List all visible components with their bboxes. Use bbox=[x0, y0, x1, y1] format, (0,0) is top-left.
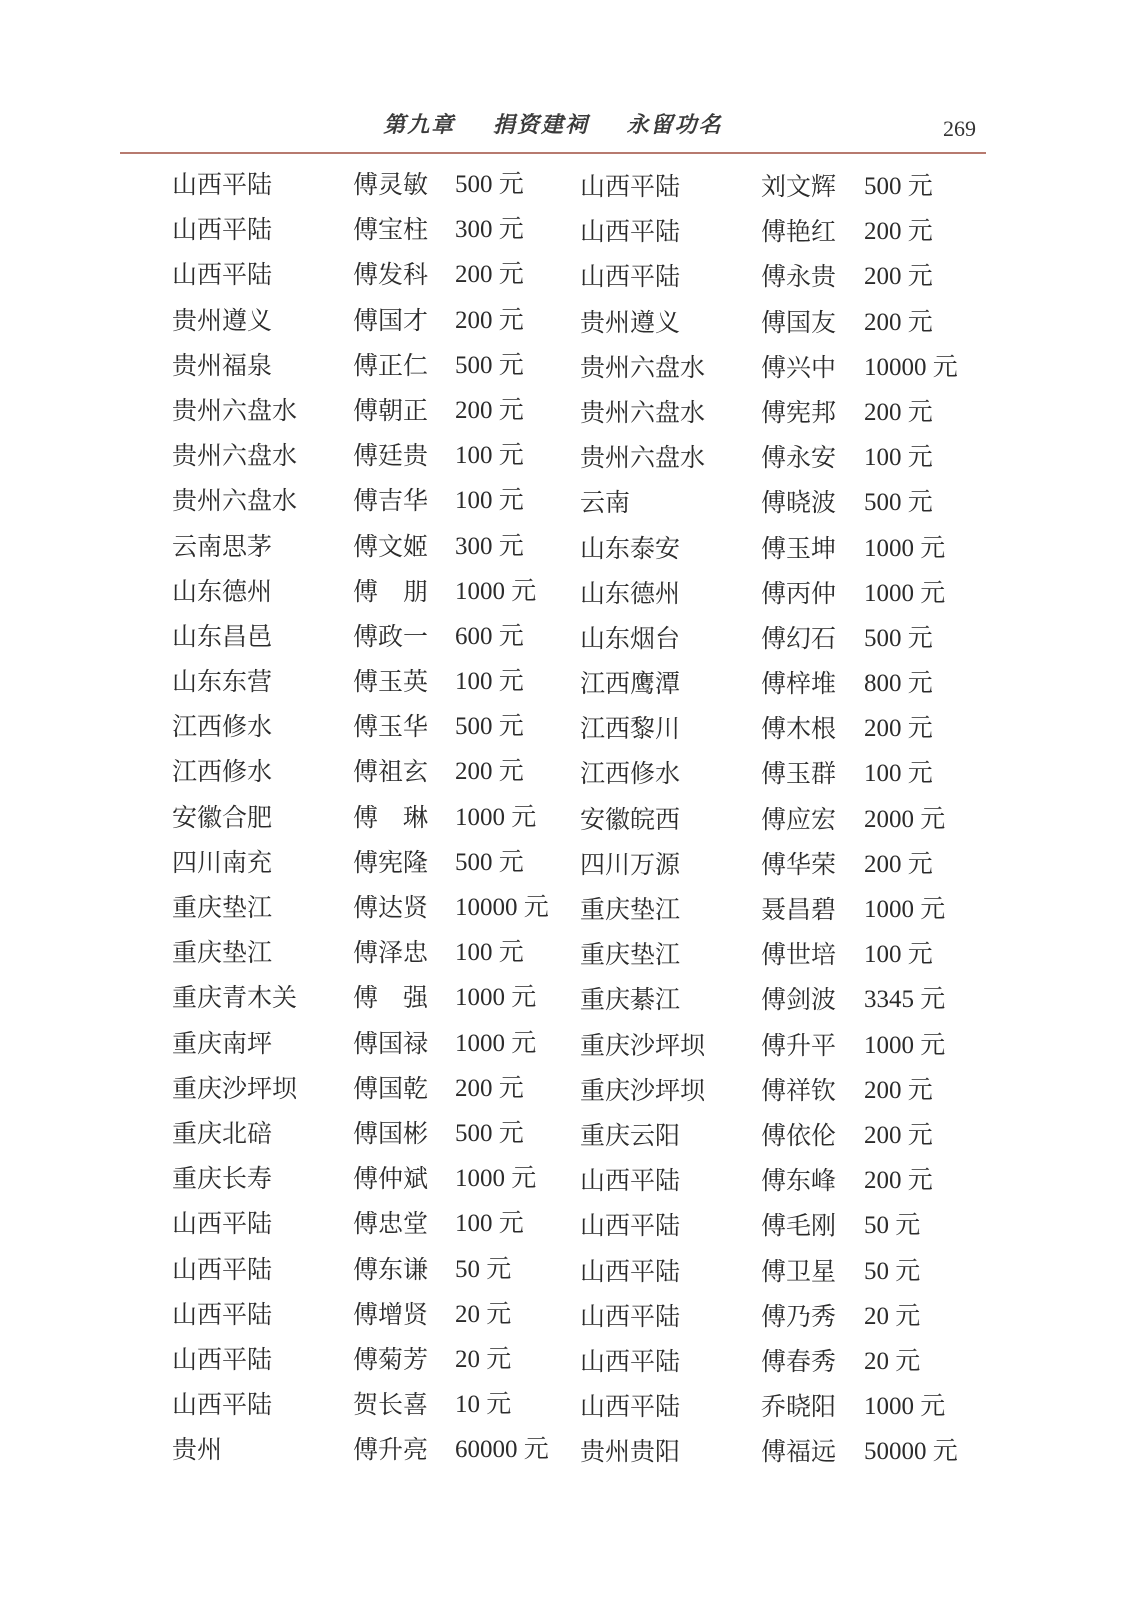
donor-name: 傅吉华 bbox=[353, 486, 429, 516]
donor-amount: 100 元 bbox=[864, 941, 933, 969]
donor-place: 山西平陆 bbox=[172, 170, 273, 199]
donor-place: 山西平陆 bbox=[172, 1344, 273, 1374]
donor-name: 傅仲斌 bbox=[353, 1164, 429, 1194]
donor-amount: 1000 元 bbox=[864, 579, 946, 607]
donor-amount: 10000 元 bbox=[455, 894, 549, 921]
donor-amount: 200 元 bbox=[455, 261, 524, 289]
donor-name: 傅祖玄 bbox=[353, 757, 429, 787]
donor-place: 重庆綦江 bbox=[580, 985, 681, 1015]
donor-place: 重庆南坪 bbox=[172, 1028, 273, 1058]
donor-name: 傅升平 bbox=[761, 1030, 837, 1060]
donor-amount: 100 元 bbox=[455, 487, 524, 515]
donor-place: 重庆云阳 bbox=[580, 1120, 681, 1150]
donor-amount: 200 元 bbox=[864, 263, 933, 291]
donor-place: 山东德州 bbox=[172, 576, 273, 606]
donor-name: 傅国彬 bbox=[353, 1118, 429, 1148]
donor-place: 江西修水 bbox=[580, 759, 681, 789]
motto-label: 永留功名 bbox=[626, 113, 723, 138]
donor-amount: 1000 元 bbox=[455, 577, 537, 605]
donor-amount: 1000 元 bbox=[455, 984, 537, 1012]
donor-amount: 200 元 bbox=[864, 398, 933, 426]
donor-amount: 500 元 bbox=[864, 624, 933, 652]
donor-amount: 200 元 bbox=[455, 1074, 524, 1102]
donor-place: 安徽合肥 bbox=[172, 802, 273, 832]
donor-name: 傅永贵 bbox=[761, 262, 837, 292]
donor-amount: 100 元 bbox=[455, 1210, 524, 1238]
donor-amount: 50000 元 bbox=[864, 1438, 958, 1466]
donor-name: 傅灵敏 bbox=[353, 170, 429, 199]
donor-place: 重庆沙坪坝 bbox=[580, 1030, 706, 1060]
donor-row bbox=[0, 1343, 1131, 1388]
donor-place: 四川万源 bbox=[580, 849, 681, 879]
donor-place: 重庆沙坪坝 bbox=[580, 1075, 706, 1105]
donor-place: 贵州遵义 bbox=[580, 307, 681, 337]
donor-place: 重庆垫江 bbox=[172, 893, 273, 922]
donor-row bbox=[0, 981, 1131, 1026]
donor-amount: 600 元 bbox=[455, 622, 524, 650]
donor-amount: 100 元 bbox=[864, 444, 933, 472]
donor-name: 傅东谦 bbox=[353, 1254, 429, 1284]
donor-name: 傅玉英 bbox=[353, 667, 429, 697]
donor-place: 山西平陆 bbox=[172, 1254, 273, 1284]
donor-name: 乔晓阳 bbox=[761, 1392, 837, 1422]
section-label: 捐资建祠 bbox=[492, 113, 589, 138]
donor-name: 傅 强 bbox=[353, 983, 429, 1013]
donor-place: 山西平陆 bbox=[172, 260, 273, 290]
donor-row bbox=[0, 755, 1131, 800]
donor-amount: 500 元 bbox=[455, 351, 524, 379]
donor-name: 傅福远 bbox=[761, 1437, 837, 1467]
donor-place: 安徽皖西 bbox=[580, 804, 681, 834]
donor-place: 贵州六盘水 bbox=[580, 352, 706, 382]
donor-amount: 300 元 bbox=[455, 532, 524, 560]
donor-amount: 500 元 bbox=[864, 173, 933, 200]
donor-place: 云南 bbox=[580, 488, 631, 518]
donor-name: 傅春秀 bbox=[761, 1346, 837, 1376]
donor-row bbox=[0, 936, 1131, 981]
donor-row bbox=[0, 258, 1131, 303]
donor-name: 傅世培 bbox=[761, 940, 837, 970]
donor-amount: 200 元 bbox=[455, 396, 524, 424]
donor-amount: 50 元 bbox=[455, 1255, 512, 1283]
donor-name: 傅剑波 bbox=[761, 985, 837, 1015]
donor-name: 傅东峰 bbox=[761, 1166, 837, 1196]
donor-name: 傅朝正 bbox=[353, 395, 429, 425]
donor-name: 傅玉坤 bbox=[761, 533, 837, 563]
donor-row bbox=[0, 575, 1131, 620]
donor-amount: 1000 元 bbox=[455, 1165, 537, 1193]
donor-amount: 1000 元 bbox=[864, 534, 946, 562]
donor-place: 贵州六盘水 bbox=[580, 443, 706, 473]
donor-place: 重庆青木关 bbox=[172, 983, 298, 1013]
donor-place: 山西平陆 bbox=[172, 1390, 273, 1420]
donor-place: 重庆北碚 bbox=[172, 1118, 273, 1148]
donor-place: 云南思茅 bbox=[172, 531, 273, 561]
donor-name: 傅升亮 bbox=[353, 1435, 429, 1465]
donor-place: 四川南充 bbox=[172, 847, 273, 877]
donor-name: 傅国禄 bbox=[353, 1028, 429, 1058]
donor-name: 傅祥钦 bbox=[761, 1075, 837, 1105]
donor-place: 重庆垫江 bbox=[580, 940, 681, 970]
donor-row bbox=[0, 891, 1131, 936]
donor-name: 傅 朋 bbox=[353, 576, 429, 606]
donor-name: 贺长喜 bbox=[353, 1390, 429, 1420]
donor-amount: 100 元 bbox=[864, 760, 933, 788]
donor-place: 重庆长寿 bbox=[172, 1164, 273, 1194]
donor-place: 山西平陆 bbox=[580, 172, 681, 201]
donor-row bbox=[0, 1207, 1131, 1252]
donor-name: 傅毛刚 bbox=[761, 1211, 837, 1241]
donor-place: 贵州遵义 bbox=[172, 305, 273, 335]
donor-row bbox=[0, 394, 1131, 439]
donor-name: 傅应宏 bbox=[761, 804, 837, 834]
donor-amount: 200 元 bbox=[864, 308, 933, 336]
donor-name: 聂昌碧 bbox=[761, 895, 837, 924]
donor-name: 傅永安 bbox=[761, 443, 837, 473]
donor-row bbox=[0, 1117, 1131, 1162]
donor-amount: 500 元 bbox=[455, 848, 524, 876]
donor-amount: 60000 元 bbox=[455, 1436, 549, 1464]
donor-place: 重庆垫江 bbox=[172, 938, 273, 968]
donor-amount: 1000 元 bbox=[455, 1029, 537, 1057]
donor-amount: 200 元 bbox=[455, 758, 524, 786]
donor-row bbox=[0, 304, 1131, 349]
donor-amount: 20 元 bbox=[864, 1302, 921, 1330]
donor-place: 重庆沙坪坝 bbox=[172, 1073, 298, 1103]
donor-place: 山西平陆 bbox=[580, 262, 681, 292]
donor-amount: 100 元 bbox=[455, 668, 524, 696]
donor-place: 江西修水 bbox=[172, 757, 273, 787]
donor-place: 山东昌邑 bbox=[172, 621, 273, 651]
donor-amount: 50 元 bbox=[864, 1257, 921, 1285]
running-title bbox=[120, 108, 986, 139]
donor-place: 山东烟台 bbox=[580, 623, 681, 653]
donor-name: 傅菊芳 bbox=[353, 1344, 429, 1374]
donor-name: 傅木根 bbox=[761, 714, 837, 744]
donor-row bbox=[0, 530, 1131, 575]
donor-row bbox=[0, 846, 1131, 891]
donor-name: 傅宝柱 bbox=[353, 215, 429, 245]
donor-name: 傅依伦 bbox=[761, 1120, 837, 1150]
donor-name: 傅玉群 bbox=[761, 759, 837, 789]
donor-place: 山西平陆 bbox=[580, 217, 681, 247]
donor-amount: 200 元 bbox=[864, 715, 933, 743]
donor-name: 傅国乾 bbox=[353, 1073, 429, 1103]
donor-place: 江西黎川 bbox=[580, 714, 681, 744]
donor-place: 江西修水 bbox=[172, 712, 273, 742]
donor-amount: 1000 元 bbox=[455, 803, 537, 831]
donor-amount: 200 元 bbox=[864, 1076, 933, 1104]
donor-place: 山西平陆 bbox=[580, 1166, 681, 1196]
donor-name: 傅幻石 bbox=[761, 623, 837, 653]
donor-name: 傅 琳 bbox=[353, 802, 429, 832]
donor-name: 傅玉华 bbox=[353, 712, 429, 742]
donor-name: 傅卫星 bbox=[761, 1256, 837, 1286]
donor-name: 傅华荣 bbox=[761, 849, 837, 879]
donor-name: 傅泽忠 bbox=[353, 938, 429, 968]
donor-name: 傅正仁 bbox=[353, 350, 429, 380]
donor-amount: 1000 元 bbox=[864, 1393, 946, 1421]
donor-name: 傅兴中 bbox=[761, 352, 837, 382]
donor-amount: 1000 元 bbox=[864, 896, 946, 923]
donor-amount: 200 元 bbox=[864, 850, 933, 878]
donor-amount: 200 元 bbox=[864, 1167, 933, 1195]
donor-amount: 200 元 bbox=[455, 306, 524, 334]
donor-amount: 300 元 bbox=[455, 216, 524, 244]
donor-amount: 100 元 bbox=[455, 442, 524, 470]
donor-amount: 2000 元 bbox=[864, 805, 946, 833]
donor-row bbox=[0, 1027, 1131, 1072]
donor-name: 傅梓堆 bbox=[761, 669, 837, 699]
donor-place: 山西平陆 bbox=[580, 1256, 681, 1286]
donor-name: 傅晓波 bbox=[761, 488, 837, 518]
donor-amount: 500 元 bbox=[864, 489, 933, 517]
donor-place: 山西平陆 bbox=[580, 1392, 681, 1422]
page-number: 269 bbox=[943, 116, 976, 141]
donor-place: 重庆垫江 bbox=[580, 895, 681, 924]
donor-amount: 200 元 bbox=[864, 218, 933, 246]
donor-row bbox=[0, 1298, 1131, 1343]
donor-place: 贵州贵阳 bbox=[580, 1437, 681, 1467]
donor-name: 傅增贤 bbox=[353, 1299, 429, 1329]
donor-place: 贵州 bbox=[172, 1435, 223, 1465]
donor-amount: 500 元 bbox=[455, 713, 524, 741]
donor-place: 山东泰安 bbox=[580, 533, 681, 563]
chapter-label: 第九章 bbox=[383, 113, 456, 138]
donor-amount: 50 元 bbox=[864, 1212, 921, 1240]
donor-row bbox=[0, 665, 1131, 710]
donor-name: 傅国友 bbox=[761, 307, 837, 337]
donor-place: 江西鹰潭 bbox=[580, 669, 681, 699]
donor-amount: 500 元 bbox=[455, 1119, 524, 1147]
donor-name: 傅国才 bbox=[353, 305, 429, 335]
donor-amount: 200 元 bbox=[864, 1121, 933, 1149]
donor-place: 山西平陆 bbox=[172, 1209, 273, 1239]
donor-place: 山东东营 bbox=[172, 667, 273, 697]
donor-place: 山西平陆 bbox=[580, 1346, 681, 1376]
donor-row bbox=[0, 710, 1131, 755]
donor-list bbox=[0, 168, 1131, 1478]
donor-name: 傅宪邦 bbox=[761, 397, 837, 427]
donor-place: 山西平陆 bbox=[580, 1211, 681, 1241]
donor-row bbox=[0, 620, 1131, 665]
donor-amount: 20 元 bbox=[864, 1347, 921, 1375]
donor-name: 傅艳红 bbox=[761, 217, 837, 247]
donor-place: 贵州六盘水 bbox=[172, 441, 298, 471]
donor-place: 贵州六盘水 bbox=[580, 397, 706, 427]
donor-amount: 20 元 bbox=[455, 1345, 512, 1373]
donor-name: 傅政一 bbox=[353, 621, 429, 651]
donor-row bbox=[0, 1253, 1131, 1298]
donor-name: 傅发科 bbox=[353, 260, 429, 290]
donor-place: 山西平陆 bbox=[172, 215, 273, 245]
donor-name: 傅廷贵 bbox=[353, 441, 429, 471]
donor-row bbox=[0, 213, 1131, 258]
donor-row bbox=[0, 1388, 1131, 1433]
donor-row bbox=[0, 439, 1131, 484]
donor-row bbox=[0, 1433, 1131, 1478]
donor-amount: 800 元 bbox=[864, 670, 933, 698]
donor-row bbox=[0, 801, 1131, 846]
donor-name: 傅达贤 bbox=[353, 893, 429, 922]
donor-name: 傅忠堂 bbox=[353, 1209, 429, 1239]
donor-row bbox=[0, 1072, 1131, 1117]
donor-amount: 20 元 bbox=[455, 1300, 512, 1328]
donor-row bbox=[0, 349, 1131, 394]
page-header bbox=[120, 104, 986, 154]
donor-name: 刘文辉 bbox=[761, 172, 837, 201]
donor-name: 傅宪隆 bbox=[353, 847, 429, 877]
donor-place: 贵州六盘水 bbox=[172, 486, 298, 516]
donor-place: 山西平陆 bbox=[172, 1299, 273, 1329]
donor-name: 傅丙仲 bbox=[761, 578, 837, 608]
donor-amount: 1000 元 bbox=[864, 1031, 946, 1059]
donor-place: 山东德州 bbox=[580, 578, 681, 608]
donor-row bbox=[0, 484, 1131, 529]
donor-place: 贵州福泉 bbox=[172, 350, 273, 380]
donor-place: 贵州六盘水 bbox=[172, 395, 298, 425]
donor-row bbox=[0, 168, 1131, 213]
donor-amount: 100 元 bbox=[455, 939, 524, 967]
donor-amount: 3345 元 bbox=[864, 986, 946, 1014]
donor-amount: 500 元 bbox=[455, 171, 524, 198]
donor-amount: 10 元 bbox=[455, 1391, 512, 1419]
donor-name: 傅乃秀 bbox=[761, 1301, 837, 1331]
donor-name: 傅文姬 bbox=[353, 531, 429, 561]
donor-place: 山西平陆 bbox=[580, 1301, 681, 1331]
donor-amount: 10000 元 bbox=[864, 353, 958, 381]
donor-row bbox=[0, 1162, 1131, 1207]
